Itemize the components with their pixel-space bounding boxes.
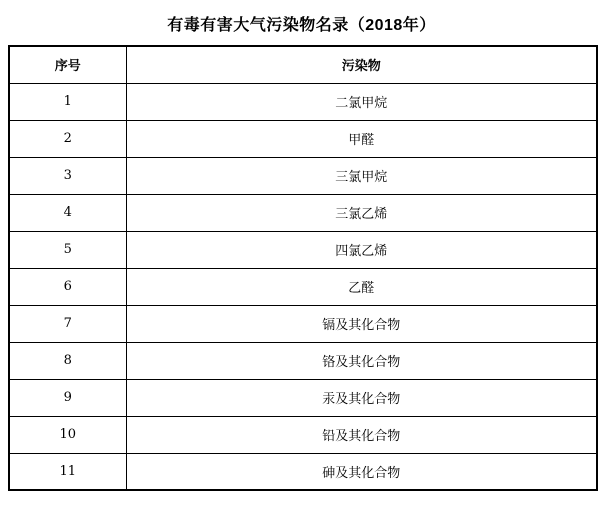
pollutants-table xyxy=(8,45,598,491)
table-row xyxy=(9,83,597,120)
pollutant-cell: 汞及其化合物 xyxy=(126,379,597,416)
pollutant-cell: 镉及其化合物 xyxy=(126,305,597,342)
row-number-cell: 11 xyxy=(9,453,126,490)
pollutant-cell: 二氯甲烷 xyxy=(126,83,597,120)
row-number-cell: 5 xyxy=(9,231,126,268)
table-body xyxy=(9,83,597,490)
row-number-cell: 3 xyxy=(9,157,126,194)
table-row xyxy=(9,453,597,490)
pollutant-cell: 铬及其化合物 xyxy=(126,342,597,379)
pollutant-cell: 甲醛 xyxy=(126,120,597,157)
pollutant-cell: 砷及其化合物 xyxy=(126,453,597,490)
column-header-pollutant: 污染物 xyxy=(126,46,597,83)
row-number-cell: 8 xyxy=(9,342,126,379)
row-number-cell: 9 xyxy=(9,379,126,416)
pollutant-cell: 三氯甲烷 xyxy=(126,157,597,194)
table-row xyxy=(9,305,597,342)
row-number-cell: 6 xyxy=(9,268,126,305)
pollutant-cell: 三氯乙烯 xyxy=(126,194,597,231)
table-row xyxy=(9,268,597,305)
page-title: 有毒有害大气污染物名录（2018年） xyxy=(167,17,436,34)
table-row xyxy=(9,231,597,268)
row-number-cell: 10 xyxy=(9,416,126,453)
column-header-no: 序号 xyxy=(9,46,126,83)
pollutant-cell: 四氯乙烯 xyxy=(126,231,597,268)
row-number-cell: 1 xyxy=(9,83,126,120)
row-number-cell: 2 xyxy=(9,120,126,157)
table-row xyxy=(9,120,597,157)
table-row xyxy=(9,342,597,379)
row-number-cell: 4 xyxy=(9,194,126,231)
pollutant-cell: 铅及其化合物 xyxy=(126,416,597,453)
table-row xyxy=(9,157,597,194)
table-row xyxy=(9,194,597,231)
table-row xyxy=(9,416,597,453)
row-number-cell: 7 xyxy=(9,305,126,342)
table-header-row xyxy=(9,46,597,83)
table-row xyxy=(9,379,597,416)
pollutant-cell: 乙醛 xyxy=(126,268,597,305)
